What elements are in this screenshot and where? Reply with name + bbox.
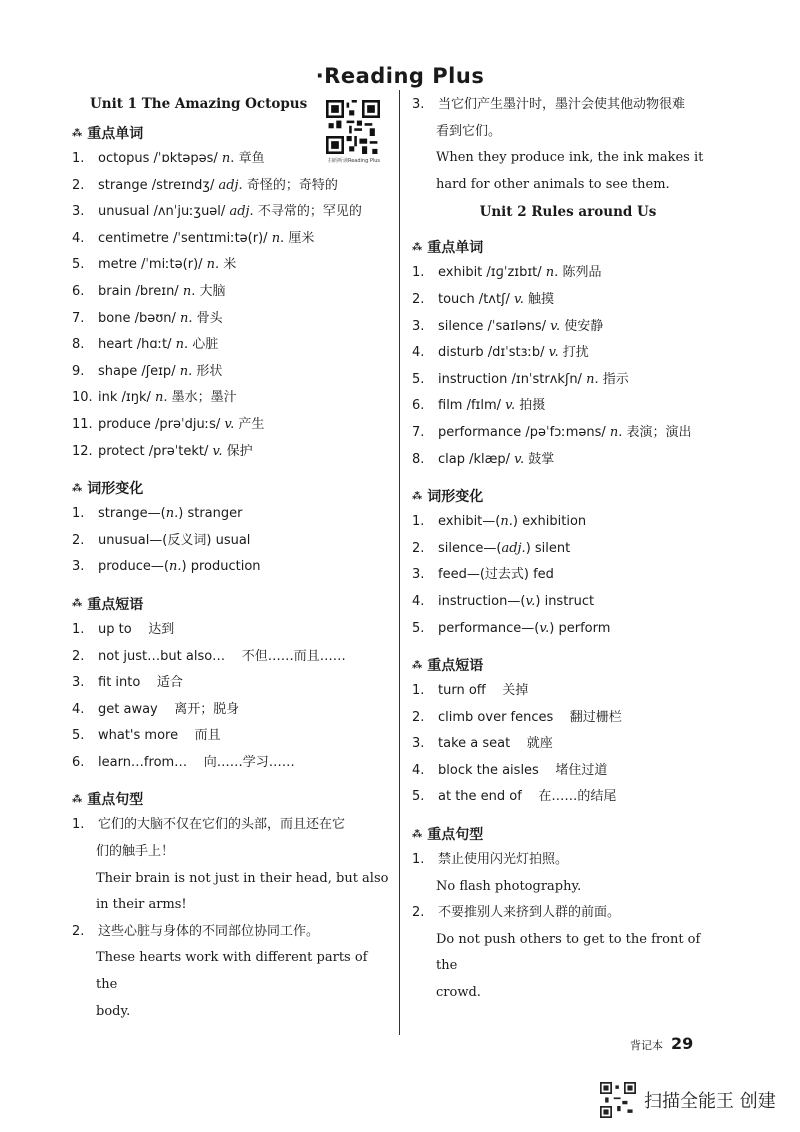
page-footer	[630, 1034, 693, 1053]
unit-1-title: Unit 1 The Amazing Octopus	[90, 96, 308, 112]
section-sentences-head: ⁂ 重点句型	[72, 792, 144, 809]
sentence-item: 2. 这些心脏与身体的不同部位协同工作。 These hearts work with different parts of the body.	[72, 923, 368, 1019]
watermark-qr-icon	[600, 1082, 636, 1118]
phrase-item: 1. turn off 关掉	[412, 683, 529, 699]
vocab-item: 2. touch /tʌtʃ/ v. 触摸	[412, 291, 555, 307]
scanner-watermark	[600, 1082, 776, 1118]
phrase-item: 5. at the end of 在……的结尾	[412, 789, 617, 805]
section-forms-head: ⁂ 词形变化	[72, 481, 144, 498]
phrase-item: 3. take a seat 就座	[412, 736, 553, 752]
vocab-list	[72, 146, 390, 465]
forms-list	[72, 501, 390, 581]
forms-list	[412, 509, 724, 642]
vocab-item: 1. exhibit /ɪɡˈzɪbɪt/ n. 陈列品	[412, 265, 602, 281]
sentence-item: 1. 它们的大脑不仅在它们的头部，而且还在它 们的触手上！ Their brain is not just in their head, but also in their arms!	[72, 817, 389, 913]
vocab-item: 6. film /fɪlm/ v. 拍摄	[412, 398, 546, 414]
vocab-item: 11. produce /prəˈdjuːs/ v. 产生	[72, 416, 265, 432]
phrase-item: 4. get away 离开；脱身	[72, 701, 240, 717]
section-phrases-head: ⁂ 重点短语	[412, 658, 484, 675]
section-bullet-icon: ⁂	[412, 490, 422, 502]
list-item: 3. 当它们产生墨汁时，墨汁会使其他动物很难 看到它们。 When they produce ink, the ink makes it hard for other animals to see them.	[412, 97, 704, 192]
sentences-list	[72, 812, 390, 1025]
watermark-text: 扫描全能王 创建	[644, 1091, 776, 1112]
form-item: 2. silence—(adj.) silent	[412, 540, 571, 556]
vocab-item: 5. metre /ˈmiːtə(r)/ n. 米	[72, 257, 237, 273]
phrases-list	[72, 617, 390, 777]
vocab-list	[412, 260, 724, 473]
vocab-item: 3. unusual /ʌnˈjuːʒuəl/ adj. 不寻常的；罕见的	[72, 204, 362, 220]
form-item: 4. instruction—(v.) instruct	[412, 593, 595, 609]
phrase-item: 4. block the aisles 堵住过道	[412, 762, 608, 778]
section-bullet-icon: ⁂	[72, 127, 82, 139]
unit-2-title: Unit 2 Rules around Us	[479, 204, 657, 221]
form-item: 1. strange—(n.) stranger	[72, 506, 243, 522]
left-column	[72, 92, 390, 1025]
vocab-item: 4. disturb /dɪˈstɜːb/ v. 打扰	[412, 345, 589, 361]
phrase-item: 5. what's more 而且	[72, 728, 221, 744]
vocab-item: 6. brain /breɪn/ n. 大脑	[72, 283, 226, 299]
phrase-item: 2. not just…but also… 不但……而且……	[72, 648, 346, 664]
sentence-item: 2. 不要推别人来挤到人群的前面。 Do not push others to get to the front of the crowd.	[412, 905, 701, 1001]
vocab-item: 3. silence /ˈsaɪləns/ v. 使安静	[412, 318, 604, 334]
phrase-item: 3. fit into 适合	[72, 675, 183, 691]
vocab-item: 10. ink /ɪŋk/ n. 墨水；墨汁	[72, 390, 237, 406]
vocab-item: 4. centimetre /ˈsentɪmiːtə(r)/ n. 厘米	[72, 230, 315, 246]
section-vocab-head: ⁂ 重点单词	[412, 240, 484, 257]
qr-caption: 扫码听读Reading Plus	[327, 158, 381, 164]
form-item: 3. feed—(过去式) fed	[412, 567, 554, 583]
sentences-list	[412, 847, 724, 1007]
section-bullet-icon: ⁂	[412, 241, 422, 253]
footer-label: 背记本	[630, 1039, 663, 1052]
vocab-item: 9. shape /ʃeɪp/ n. 形状	[72, 363, 223, 379]
phrase-item: 1. up to 达到	[72, 621, 175, 637]
vocab-item: 7. bone /bəʊn/ n. 骨头	[72, 310, 223, 326]
sentence-item: 1. 禁止使用闪光灯拍照。 No flash photography.	[412, 852, 582, 894]
vocab-item: 1. octopus /ˈɒktəpəs/ n. 章鱼	[72, 151, 265, 166]
vocab-item: 8. heart /hɑːt/ n. 心脏	[72, 337, 219, 353]
section-vocab-head: ⁂ 重点单词	[72, 126, 144, 142]
vocab-item: 8. clap /klæp/ v. 鼓掌	[412, 451, 555, 467]
form-item: 2. unusual—(反义词) usual	[72, 532, 251, 548]
phrase-item: 6. learn…from… 向……学习……	[72, 754, 295, 770]
right-column	[412, 92, 724, 1007]
book-title: ·Reading Plus	[315, 64, 485, 88]
section-sentences-head: ⁂ 重点句型	[412, 827, 484, 844]
section-bullet-icon: ⁂	[412, 828, 422, 840]
vocab-item: 2. strange /streɪndʒ/ adj. 奇怪的；奇特的	[72, 177, 338, 193]
page-number: 29	[671, 1034, 694, 1053]
continued-sentence	[412, 92, 724, 198]
form-item: 3. produce—(n.) production	[72, 559, 261, 575]
section-forms-head: ⁂ 词形变化	[412, 489, 484, 506]
vocab-item: 5. instruction /ɪnˈstrʌkʃn/ n. 指示	[412, 371, 629, 387]
section-bullet-icon: ⁂	[72, 793, 82, 805]
section-bullet-icon: ⁂	[412, 659, 422, 671]
form-item: 5. performance—(v.) perform	[412, 620, 611, 636]
qr-code-icon[interactable]	[326, 100, 380, 154]
section-phrases-head: ⁂ 重点短语	[72, 596, 144, 613]
column-divider	[399, 90, 400, 1035]
phrases-list	[412, 678, 724, 811]
section-bullet-icon: ⁂	[72, 598, 82, 610]
form-item: 1. exhibit—(n.) exhibition	[412, 514, 587, 530]
vocab-item: 12. protect /prəˈtekt/ v. 保护	[72, 443, 253, 459]
phrase-item: 2. climb over fences 翻过栅栏	[412, 709, 622, 725]
vocab-item: 7. performance /pəˈfɔːməns/ n. 表演；演出	[412, 424, 692, 440]
section-bullet-icon: ⁂	[72, 482, 82, 494]
